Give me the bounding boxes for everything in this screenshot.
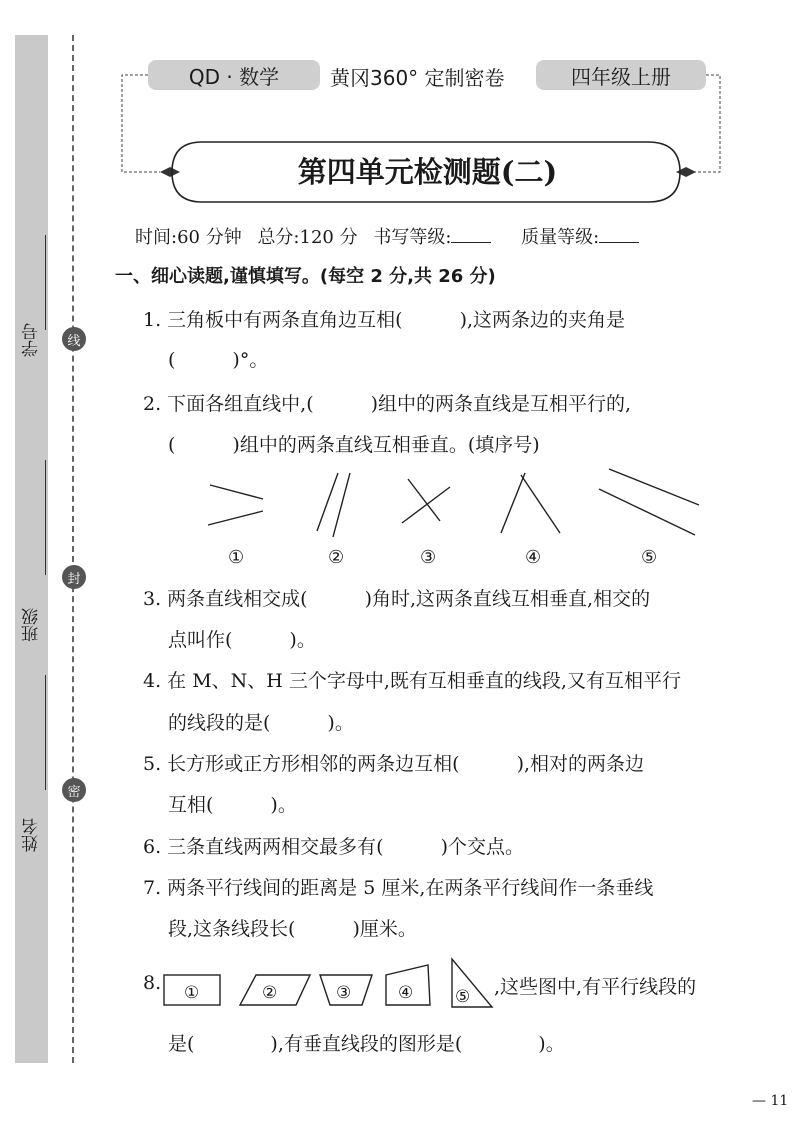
q2-label-5: ⑤ [641, 547, 658, 568]
writing-grade-blank[interactable] [451, 226, 491, 243]
question-3-line-2: 点叫作( )。 [168, 629, 316, 651]
figure-3-crossing-lines [402, 479, 450, 523]
question-4-line-2: 的线段的是( )。 [168, 712, 354, 734]
q2-label-2: ② [328, 547, 345, 568]
page-title: 第四单元检测题(二) [297, 154, 558, 189]
q8-label-3: ③ [336, 983, 352, 1003]
time-info: 时间:60 分钟 [135, 227, 242, 248]
class-field [15, 555, 48, 695]
writing-grade-label: 书写等级: [373, 227, 452, 248]
question-2-line-2: ( )组中的两条直线互相垂直。(填序号) [168, 434, 540, 456]
subject-tag: QD · 数学 [148, 60, 320, 90]
q8-shape-figures [160, 955, 500, 1017]
question-3-line-1: 3. 两条直线相交成( )角时,这两条直线互相垂直,相交的 [143, 588, 651, 610]
question-7-line-1: 7. 两条平行线间的距离是 5 厘米,在两条平行线间作一条垂线 [143, 877, 654, 899]
name-label: 姓名 [22, 818, 42, 852]
question-8-number: 8. [143, 972, 162, 994]
name-field [15, 765, 48, 905]
question-5-line-2: 互相( )。 [168, 794, 297, 816]
figure-2-lines [317, 473, 350, 537]
question-2-line-1: 2. 下面各组直线中,( )组中的两条直线是互相平行的, [143, 393, 632, 415]
seal-feng: 封 [62, 565, 86, 589]
figure-4-angle-lines [501, 473, 560, 533]
q8-label-5: ⑤ [455, 987, 471, 1007]
student-id-label: 学号 [22, 323, 42, 357]
page-number: — 11 [752, 1093, 789, 1109]
q2-label-1: ① [228, 547, 245, 568]
question-8-line-1-tail: ,这些图中,有平行线段的 [494, 976, 697, 998]
figure-1-intersecting-lines [208, 485, 263, 525]
question-1-line-2: ( )°。 [168, 349, 269, 371]
q8-label-4: ④ [398, 983, 414, 1003]
student-id-field [15, 265, 48, 415]
question-1-line-1: 1. 三角板中有两条直角边互相( ),这两条边的夹角是 [143, 309, 626, 331]
class-label: 班级 [22, 608, 42, 642]
question-4-line-1: 4. 在 M、N、H 三个字母中,既有互相垂直的线段,又有互相平行 [143, 670, 681, 692]
question-5-line-1: 5. 长方形或正方形相邻的两条边互相( ),相对的两条边 [143, 753, 645, 775]
section-heading: 一、细心读题,谨慎填写。(每空 2 分,共 26 分) [115, 266, 496, 287]
q2-label-4: ④ [525, 547, 542, 568]
header-frame [0, 0, 794, 260]
q2-label-3: ③ [420, 547, 437, 568]
question-6: 6. 三条直线两两相交最多有( )个交点。 [143, 836, 524, 858]
q8-label-1: ① [184, 983, 200, 1003]
seal-mi: 密 [62, 778, 86, 802]
seal-xian: 线 [62, 327, 86, 351]
quality-grade-blank[interactable] [599, 226, 639, 243]
q2-line-figures [195, 465, 715, 545]
q8-label-2: ② [262, 983, 278, 1003]
quality-grade-label: 质量等级: [521, 227, 600, 248]
class-line [45, 460, 46, 575]
total-info: 总分:120 分 [257, 227, 358, 248]
grade-tag: 四年级上册 [536, 60, 706, 90]
exam-meta [135, 223, 649, 249]
brand-text: 黄冈360° 定制密卷 [330, 66, 505, 90]
question-8-line-2: 是( ),有垂直线段的图形是( )。 [168, 1033, 565, 1055]
figure-5-parallel-lines [599, 469, 699, 535]
question-7-line-2: 段,这条线段长( )厘米。 [168, 918, 417, 940]
name-line [45, 675, 46, 790]
